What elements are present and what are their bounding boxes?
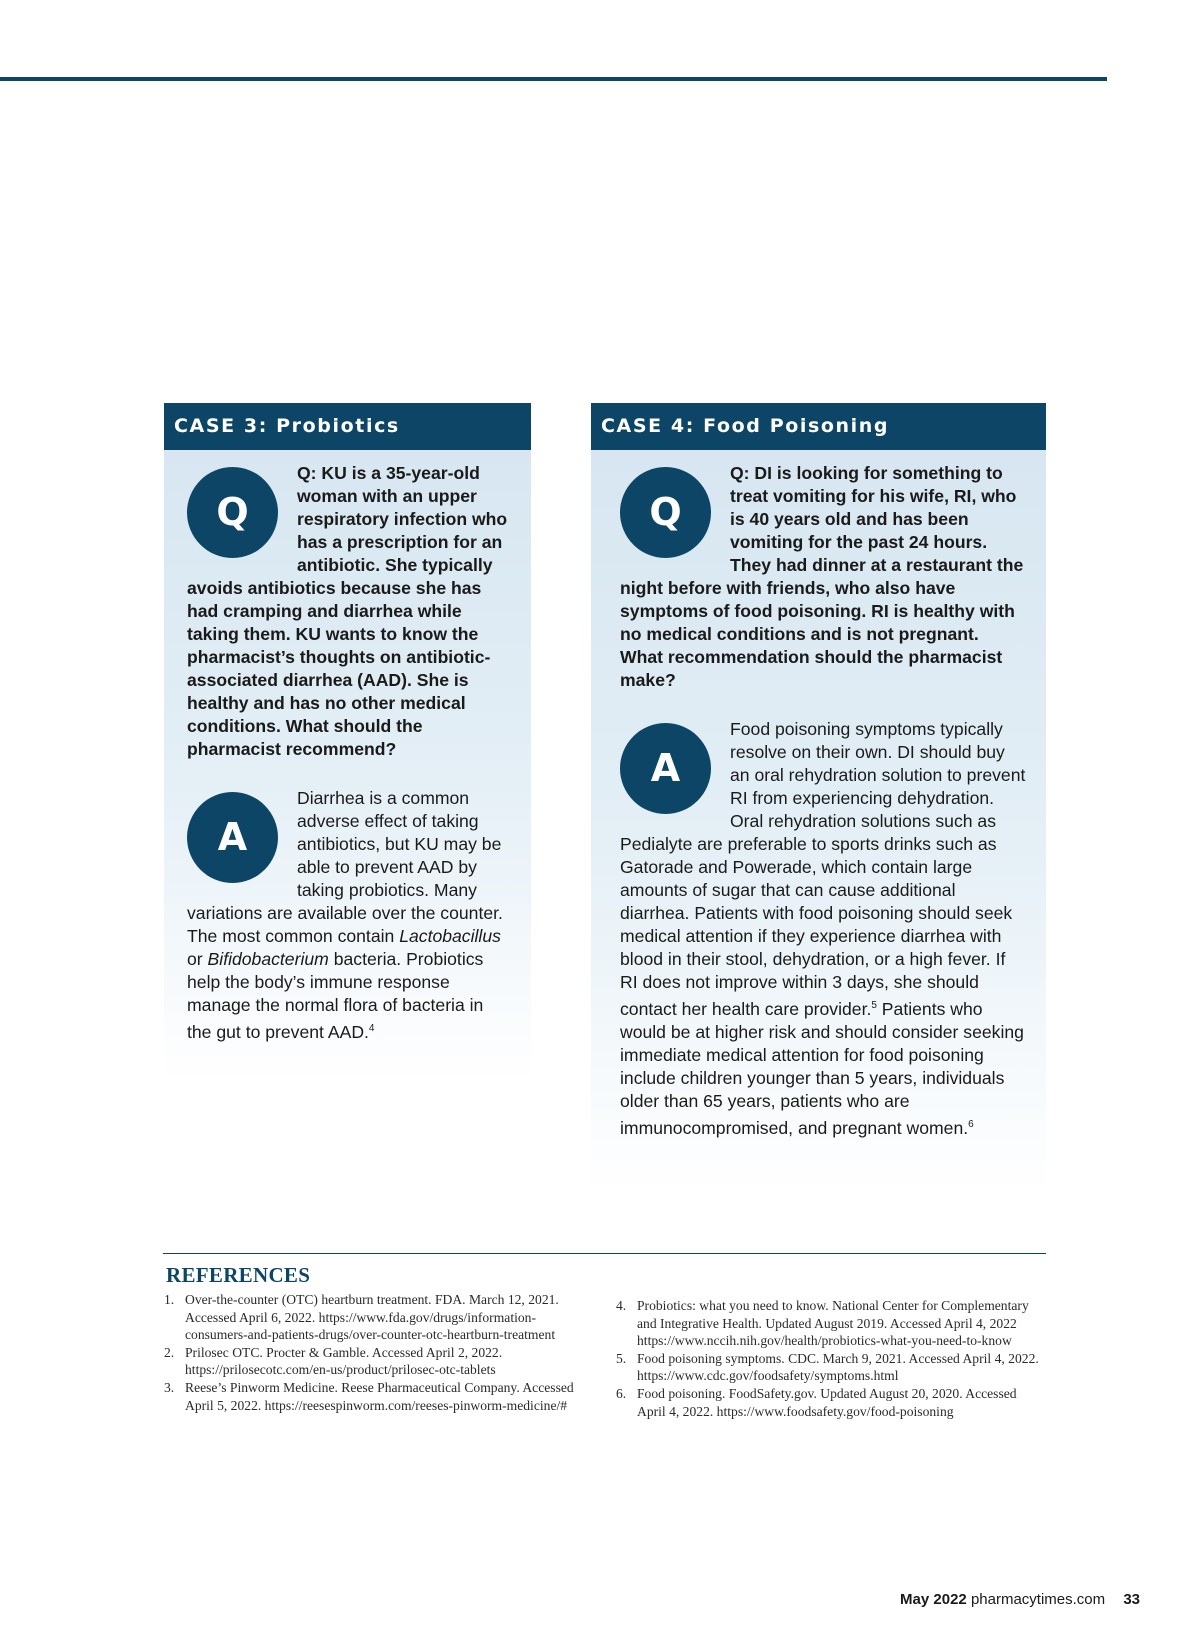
top-rule <box>0 77 1107 81</box>
case-4-question-text: Q: DI is looking for something to treat vomiting for his wife, RI, who is 40 years old and has been vomiting for the past 24 hours. They had dinner at a restaurant the night before with friends, who also have symptoms of food poisoning. RI is healthy with no medical conditions and is not pregnant. What recommendation should the pharmacist make? <box>620 463 1024 690</box>
question-badge: Q <box>620 467 711 558</box>
case-3-question-text: Q: KU is a 35-year-old woman with an upper respiratory infection who has a prescription for an antibiotic. She typically avoids antibiotics because she has had cramping and diarrhea while taking them. KU wants to know the pharmacist’s thoughts on antibiotic-associated diarrhea (AAD). She is healthy and has no other medical conditions. What should the pharmacist recommend? <box>187 463 508 759</box>
case-4-answer-text: Food poisoning symptoms typically resolve on their own. DI should buy an oral rehydration solution to prevent RI from experiencing dehydration. Oral rehydration solutions such as Pedialyte are preferable to sports drinks such as Gatorade and Powerade, which contain large amounts of sugar that can cause additional diarrhea. Patients with food poisoning should seek medical attention if they experience diarrhea with blood in their stool, dehydration, or a high fever. If RI does not improve within 3 days, she should contact her health care provider.$^5$ Patients who would be at higher risk and should consider seeking immediate medical attention for food poisoning include children younger than 5 years, individuals older than 65 years, patients who are immunocompromised, and pregnant women.$^6$ <box>620 719 1026 1138</box>
page-footer <box>900 1591 1140 1608</box>
footnote-ref: 4 <box>368 1023 375 1034</box>
reference-item: 1. Over-the-counter (OTC) heartburn treatment. FDA. March 12, 2021. Accessed April 6, 2022. https://www.fda.gov/drugs/information-consumers-and-patients-drugs/over-counter-otc-heartburn-treatment <box>164 1292 559 1343</box>
case-4-card <box>591 403 1046 1193</box>
case-3-header: CASE 3: Probiotics <box>164 403 531 450</box>
references-heading: REFERENCES <box>166 1263 311 1287</box>
answer-badge: A <box>620 723 711 814</box>
page-number: 33 <box>1123 1591 1140 1608</box>
reference-item: 6. Food poisoning. FoodSafety.gov. Updated August 20, 2020. Accessed April 4, 2022. https://www.foodsafety.gov/food-poisoning <box>616 1385 1017 1419</box>
answer-badge: A <box>187 792 278 883</box>
footnote-ref: 5 <box>871 1000 877 1011</box>
reference-item: 3. Reese’s Pinworm Medicine. Reese Pharmaceutical Company. Accessed April 5, 2022. https://reesespinworm.com/reeses-pinworm-medicine/# <box>164 1379 574 1413</box>
case-4-answer <box>591 718 1046 1140</box>
references-list-left <box>164 1291 584 1414</box>
reference-item: 5. Food poisoning symptoms. CDC. March 9, 2021. Accessed April 4, 2022. https://www.cdc.gov/foodsafety/symptoms.html <box>616 1350 1039 1384</box>
reference-item: 2. Prilosec OTC. Procter & Gamble. Accessed April 2, 2022. https://prilosecotc.com/en-us/product/prilosec-otc-tablets <box>164 1344 503 1378</box>
case-3-card <box>164 403 531 1083</box>
reference-item: 4. Probiotics: what you need to know. National Center for Complementary and Integrative Health. Updated August 2019. Accessed April 4, 2022 https://www.nccih.nih.gov/health/probiotics-what-you-need-to-know <box>616 1298 1029 1349</box>
references-list-right <box>616 1297 1046 1420</box>
case-3-question <box>164 450 531 761</box>
case-3-answer-text: Diarrhea is a common adverse effect of taking antibiotics, but KU may be able to prevent AAD by taking probiotics. Many variations are available over the counter. The most common contain Lactobacillus or Bifidobacterium bacteria. Probiotics help the body’s immune response manage the normal flora of bacteria in the gut to prevent AAD.$^4$ <box>187 788 503 1042</box>
case-4-question <box>591 450 1046 692</box>
footnote-ref: 6 <box>968 1118 974 1130</box>
site-name: pharmacytimes.com <box>970 1591 1106 1608</box>
case-4-header: CASE 4: Food Poisoning <box>591 403 1046 450</box>
issue-date: May 2022 <box>900 1591 967 1608</box>
case-3-answer <box>164 787 531 1044</box>
question-badge: Q <box>187 467 278 558</box>
references-divider <box>163 1253 1046 1254</box>
